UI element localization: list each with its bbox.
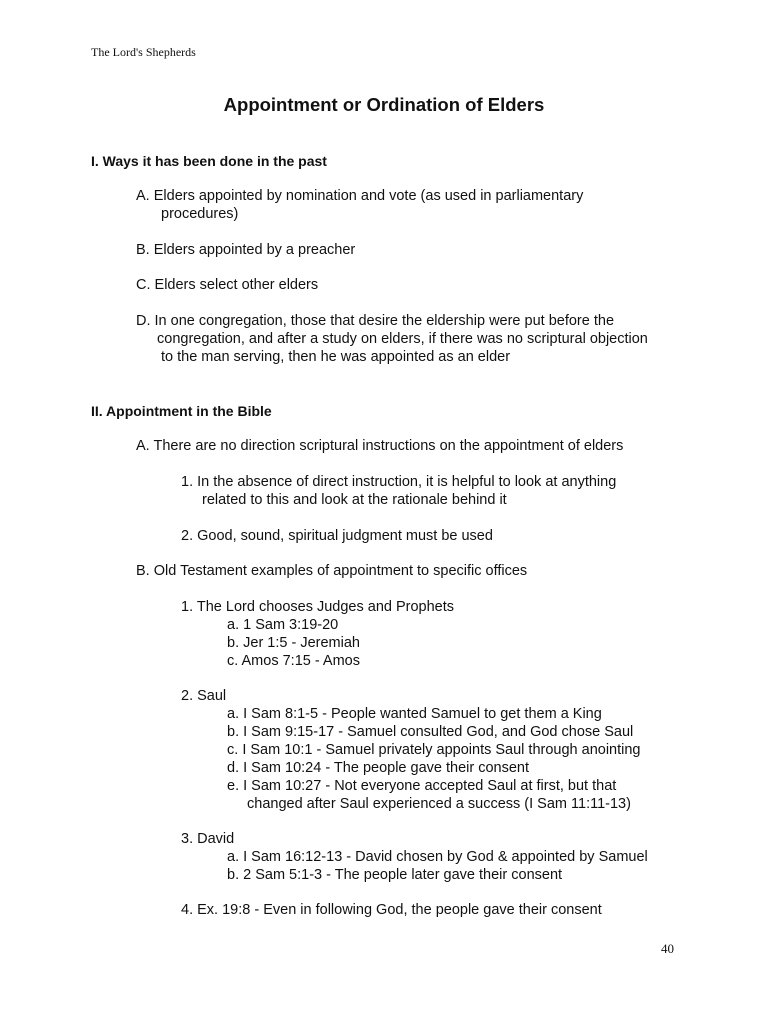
sub-item-label: a. xyxy=(227,706,240,722)
sub-item xyxy=(227,653,360,669)
sub-item-label: c. xyxy=(227,653,239,669)
item-text-line: related to this and look at the rationale behind it xyxy=(202,492,507,508)
item-label: B. xyxy=(136,242,150,258)
section-1-heading: I. Ways it has been done in the past xyxy=(91,153,327,169)
item-text: Saul xyxy=(197,688,227,704)
item-text: There are no direction scriptural instructions on the appointment of elders xyxy=(153,438,624,454)
sub-item xyxy=(227,760,529,776)
item-label: A. xyxy=(136,188,150,204)
section-2-a-item-1 xyxy=(181,474,616,490)
item-label: 1. xyxy=(181,474,194,490)
sub-item-label: d. xyxy=(227,760,240,776)
section-1-item-b xyxy=(136,242,355,258)
sub-item-label: b. xyxy=(227,867,240,883)
sub-item-text: I Sam 9:15-17 - Samuel consulted God, and God chose Saul xyxy=(243,724,634,740)
sub-item xyxy=(227,617,338,633)
item-text-line: Good, sound, spiritual judgment must be used xyxy=(197,528,493,544)
sub-item-text: 2 Sam 5:1-3 - The people later gave their consent xyxy=(243,867,563,883)
item-text-line: Elders appointed by nomination and vote (as used in parliamentary xyxy=(153,188,584,204)
page-title: Appointment or Ordination of Elders xyxy=(223,94,545,115)
item-text-line: congregation, and after a study on elders, if there was no scriptural objection xyxy=(157,331,648,347)
sub-item xyxy=(227,635,360,651)
sub-item xyxy=(227,724,633,740)
sub-item-text: Jer 1:5 - Jeremiah xyxy=(243,635,360,651)
section-2-b-item-4 xyxy=(181,902,602,918)
item-label: C. xyxy=(136,277,151,293)
item-label: D. xyxy=(136,313,151,329)
item-label: 2. xyxy=(181,688,194,704)
item-text: Ex. 19:8 - Even in following God, the people gave their consent xyxy=(197,902,602,918)
section-2-b-item-2 xyxy=(181,688,226,704)
section-2-b-item-1 xyxy=(181,599,454,615)
sub-item-label: b. xyxy=(227,635,240,651)
page-number: 40 xyxy=(661,941,674,956)
sub-item-text: I Sam 10:24 - The people gave their consent xyxy=(243,760,530,776)
sub-item-text: I Sam 16:12-13 - David chosen by God & appointed by Samuel xyxy=(243,849,648,865)
sub-item xyxy=(227,706,602,722)
sub-item-label: e. xyxy=(227,778,240,794)
running-header: The Lord's Shepherds xyxy=(91,45,196,59)
section-2-a-item-2 xyxy=(181,528,493,544)
item-text-line: Elders select other elders xyxy=(154,277,319,293)
sub-item-text: I Sam 10:27 - Not everyone accepted Saul at first, but that xyxy=(243,778,617,794)
item-text-line: Elders appointed by a preacher xyxy=(153,242,356,258)
item-text: David xyxy=(197,831,235,847)
section-1-item-c xyxy=(136,277,318,293)
sub-item-label: a. xyxy=(227,849,240,865)
sub-item xyxy=(227,742,641,758)
sub-item xyxy=(227,867,562,883)
item-label: B. xyxy=(136,563,150,579)
item-text-line: In one congregation, those that desire the eldership were put before the xyxy=(154,313,615,329)
item-label: 3. xyxy=(181,831,194,847)
item-label: 1. xyxy=(181,599,194,615)
item-text-line: In the absence of direct instruction, it is helpful to look at anything xyxy=(197,474,617,490)
sub-item-label: c. xyxy=(227,742,239,758)
section-1-item-a xyxy=(136,188,583,204)
sub-item-text: 1 Sam 3:19-20 xyxy=(243,617,339,633)
item-label: 2. xyxy=(181,528,194,544)
sub-item-text: Amos 7:15 - Amos xyxy=(241,653,360,669)
sub-item-text: changed after Saul experienced a success (I Sam 11:11-13) xyxy=(247,796,631,812)
item-text-line: to the man serving, then he was appointed as an elder xyxy=(161,349,511,365)
sub-item xyxy=(227,849,648,865)
sub-item-label: a. xyxy=(227,617,240,633)
sub-item-text: I Sam 8:1-5 - People wanted Samuel to get them a King xyxy=(243,706,602,722)
sub-item-label: b. xyxy=(227,724,240,740)
section-1-item-d xyxy=(136,313,614,329)
section-2-item-a xyxy=(136,438,623,454)
sub-item-text: I Sam 10:1 - Samuel privately appoints Saul through anointing xyxy=(242,742,641,758)
item-label: A. xyxy=(136,438,150,454)
section-2-b-item-3 xyxy=(181,831,234,847)
item-text: Old Testament examples of appointment to specific offices xyxy=(153,563,528,579)
item-text-line: procedures) xyxy=(161,206,239,222)
item-label: 4. xyxy=(181,902,194,918)
sub-item xyxy=(227,778,616,794)
section-2-item-b xyxy=(136,563,527,579)
item-text: The Lord chooses Judges and Prophets xyxy=(196,599,455,615)
section-2-heading: II. Appointment in the Bible xyxy=(91,403,272,419)
